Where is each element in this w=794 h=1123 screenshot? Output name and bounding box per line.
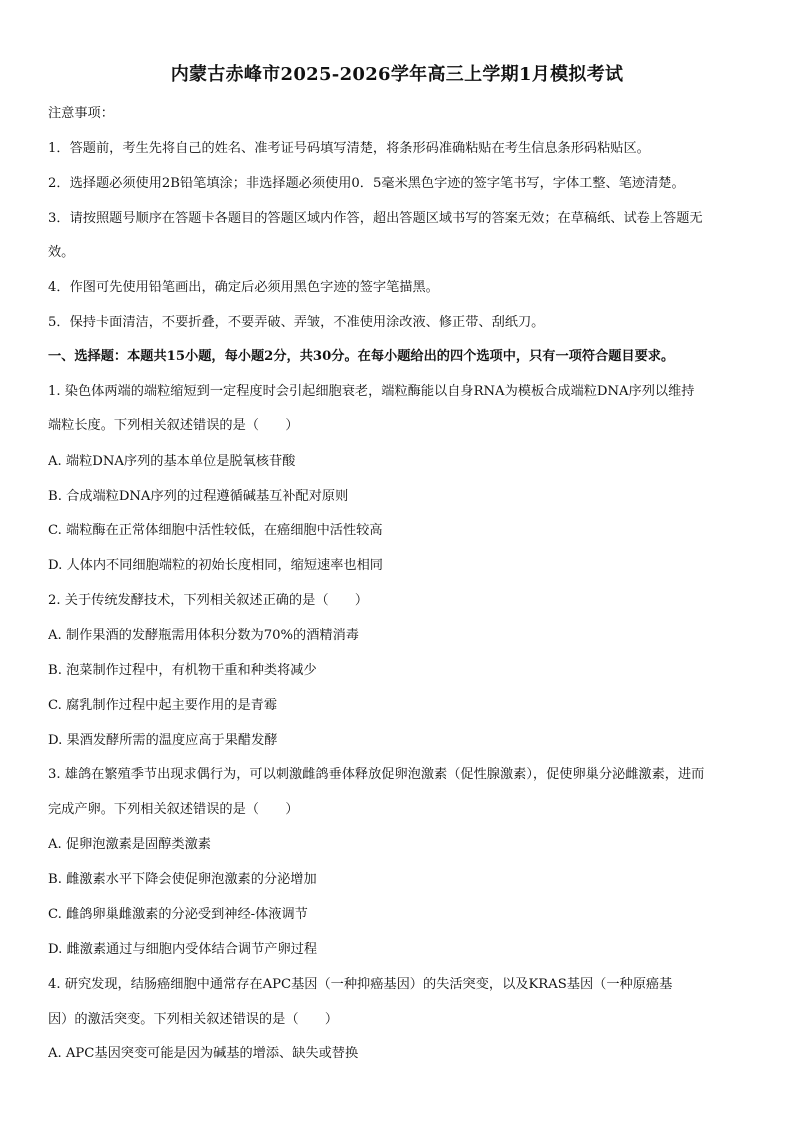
question-option: D. 人体内不同细胞端粒的初始长度相同，缩短速率也相同: [48, 558, 383, 573]
question-stem: 2. 关于传统发酵技术，下列相关叙述正确的是（ ）: [48, 593, 369, 608]
question-option: C. 腐乳制作过程中起主要作用的是青霉: [48, 698, 278, 713]
question-stem: 3. 雄鸽在繁殖季节出现求偶行为，可以刺激雌鸽垂体释放促卵泡激素（促性腺激素），促使卵巢分泌雌激素，进而: [48, 767, 705, 782]
question-option: A. 端粒DNA序列的基本单位是脱氧核苷酸: [48, 454, 296, 469]
notice-item: 2．选择题必须使用2B铅笔填涂；非选择题必须使用0．5毫米黑色字迹的签字笔书写，字体工整、笔迹清楚。: [48, 176, 685, 191]
section-heading: 一、选择题：本题共15小题，每小题2分，共30分。在每小题给出的四个选项中，只有一项符合题目要求。: [48, 349, 675, 364]
question-option: A. 制作果酒的发酵瓶需用体积分数为70%的酒精消毒: [48, 628, 359, 643]
notice-item: 5．保持卡面清洁，不要折叠，不要弄破、弄皱，不准使用涂改液、修正带、刮纸刀。: [48, 315, 545, 330]
question-option: B. 合成端粒DNA序列的过程遵循碱基互补配对原则: [48, 489, 349, 504]
question-stem: 完成产卵。下列相关叙述错误的是（ ）: [48, 802, 299, 817]
question-option: A. 促卵泡激素是固醇类激素: [48, 837, 211, 852]
question-option: D. 果酒发酵所需的温度应高于果醋发酵: [48, 733, 278, 748]
question-stem: 4. 研究发现，结肠癌细胞中通常存在APC基因（一种抑癌基因）的失活突变，以及KRAS基因（一种原癌基: [48, 977, 673, 992]
question-option: B. 雌激素水平下降会使促卵泡激素的分泌增加: [48, 872, 317, 887]
question-stem: 1. 染色体两端的端粒缩短到一定程度时会引起细胞衰老，端粒酶能以自身RNA为模板合成端粒DNA序列以维持: [48, 384, 695, 399]
question-option: D. 雌激素通过与细胞内受体结合调节产卵过程: [48, 942, 318, 957]
notice-item: 1．答题前，考生先将自己的姓名、准考证号码填写清楚，将条形码准确粘贴在考生信息条形码粘贴区。: [48, 141, 650, 156]
page-title: 内蒙古赤峰市2025-2026学年高三上学期1月模拟考试: [170, 64, 624, 85]
question-option: A. APC基因突变可能是因为碱基的增添、缺失或替换: [48, 1046, 359, 1061]
notice-item: 效。: [48, 245, 75, 260]
notice-item: 4．作图可先使用铅笔画出，确定后必须用黑色字迹的签字笔描黑。: [48, 280, 439, 295]
notice-heading: 注意事项：: [48, 106, 114, 121]
notice-item: 3．请按照题号顺序在答题卡各题目的答题区域内作答，超出答题区域书写的答案无效；在草稿纸、试卷上答题无: [48, 211, 703, 226]
question-stem: 因）的激活突变。下列相关叙述错误的是（ ）: [48, 1012, 339, 1027]
question-stem: 端粒长度。下列相关叙述错误的是（ ）: [48, 418, 299, 433]
question-option: B. 泡菜制作过程中，有机物干重和种类将减少: [48, 663, 317, 678]
question-option: C. 端粒酶在正常体细胞中活性较低，在癌细胞中活性较高: [48, 523, 383, 538]
question-option: C. 雌鸽卵巢雌激素的分泌受到神经-体液调节: [48, 907, 308, 922]
